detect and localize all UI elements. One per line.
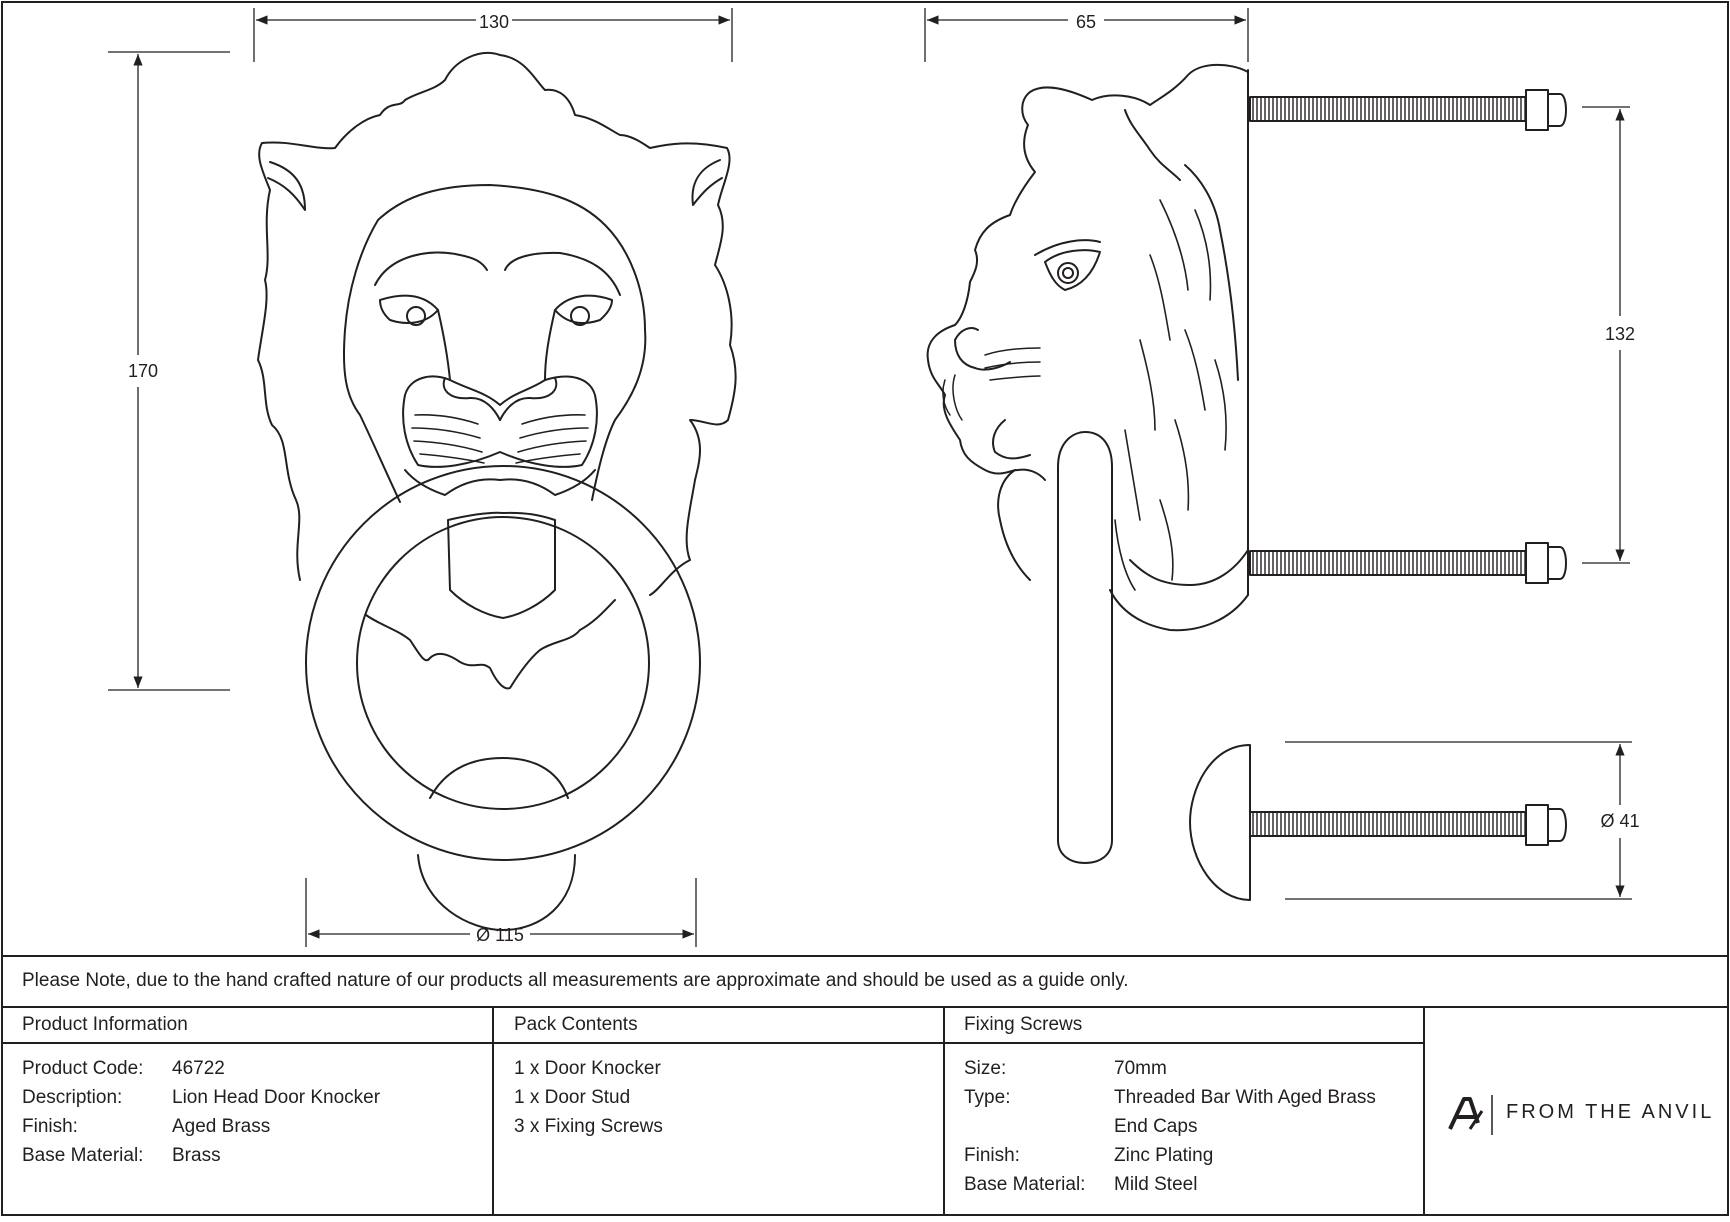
description-value: Lion Head Door Knocker: [172, 1087, 381, 1108]
front-ring-inner: [357, 517, 649, 809]
side-fixing-bolt-lower: [1250, 543, 1566, 583]
front-stud: [418, 855, 575, 930]
base-material-label: Base Material:: [22, 1145, 144, 1166]
brand-logo: [1448, 1093, 1718, 1137]
side-ring-profile: [1058, 432, 1112, 863]
side-dimensions: [925, 8, 1632, 899]
pack-contents-list: [514, 1054, 934, 1141]
list-item: 1 x Door Knocker: [514, 1058, 661, 1079]
screw-finish-value: Zinc Plating: [1114, 1145, 1214, 1166]
dim-stud-diameter: Ø 41: [1600, 811, 1640, 831]
finish-row: [22, 1112, 482, 1141]
fixing-screws-heading: Fixing Screws: [964, 1014, 1083, 1035]
side-stud-dome: [1190, 745, 1250, 900]
side-head-outline: [928, 65, 1248, 480]
screw-type-value-cont: End Caps: [1114, 1116, 1198, 1137]
screw-type-row-cont: [964, 1112, 1419, 1141]
screw-material-value: Mild Steel: [1114, 1174, 1198, 1195]
front-view-drawing: [258, 53, 736, 930]
front-left-ear: [268, 162, 305, 210]
screw-size-label: Size:: [964, 1058, 1007, 1079]
screw-size-row: [964, 1054, 1419, 1083]
frame-and-grid: [2, 2, 1728, 1215]
product-information-heading: Product Information: [22, 1014, 188, 1035]
list-item: 1 x Door Stud: [514, 1087, 631, 1108]
side-view-drawing: [928, 65, 1566, 900]
screw-finish-row: [964, 1141, 1419, 1170]
side-stud-bolt: [1250, 805, 1566, 845]
front-right-eye: [555, 296, 612, 323]
dim-ring-diameter: Ø 115: [476, 925, 524, 945]
dim-front-width: 130: [478, 12, 510, 32]
front-muzzle: [403, 376, 597, 466]
screw-size-value: 70mm: [1114, 1058, 1167, 1079]
product-information-table: [22, 1054, 482, 1170]
screw-type-row: [964, 1083, 1419, 1112]
list-item: 3 x Fixing Screws: [514, 1116, 663, 1137]
screw-type-value: Threaded Bar With Aged Brass: [1114, 1087, 1376, 1108]
pack-contents-heading: Pack Contents: [514, 1014, 638, 1035]
finish-label: Finish:: [22, 1116, 78, 1137]
description-row: [22, 1083, 482, 1112]
screw-type-label: Type:: [964, 1087, 1011, 1108]
dim-front-height: 170: [127, 361, 159, 381]
anvil-a-logo-icon: [1448, 1093, 1494, 1137]
product-code-row: [22, 1054, 482, 1083]
brand-name: FROM THE ANVIL: [1506, 1101, 1715, 1123]
side-fixing-bolt-upper: [1250, 90, 1566, 130]
screw-material-row: [964, 1170, 1419, 1199]
measurement-note: Please Note, due to the hand crafted nature of our products all measurements are approximate and should be used as a guide only.: [22, 970, 1129, 991]
base-material-row: [22, 1141, 482, 1170]
front-ring-outer: [306, 466, 700, 860]
front-ring-mount: [448, 513, 555, 618]
finish-value: Aged Brass: [172, 1116, 271, 1137]
dim-side-depth: 65: [1075, 12, 1097, 32]
screw-material-label: Base Material:: [964, 1174, 1086, 1195]
product-code-label: Product Code:: [22, 1058, 144, 1079]
dim-fixing-centres: 132: [1604, 324, 1636, 344]
front-right-ear: [692, 160, 722, 205]
fixing-screws-table: [964, 1054, 1419, 1199]
base-material-value: Brass: [172, 1145, 221, 1166]
product-code-value: 46722: [172, 1058, 225, 1079]
screw-finish-label: Finish:: [964, 1145, 1020, 1166]
description-label: Description:: [22, 1087, 123, 1108]
